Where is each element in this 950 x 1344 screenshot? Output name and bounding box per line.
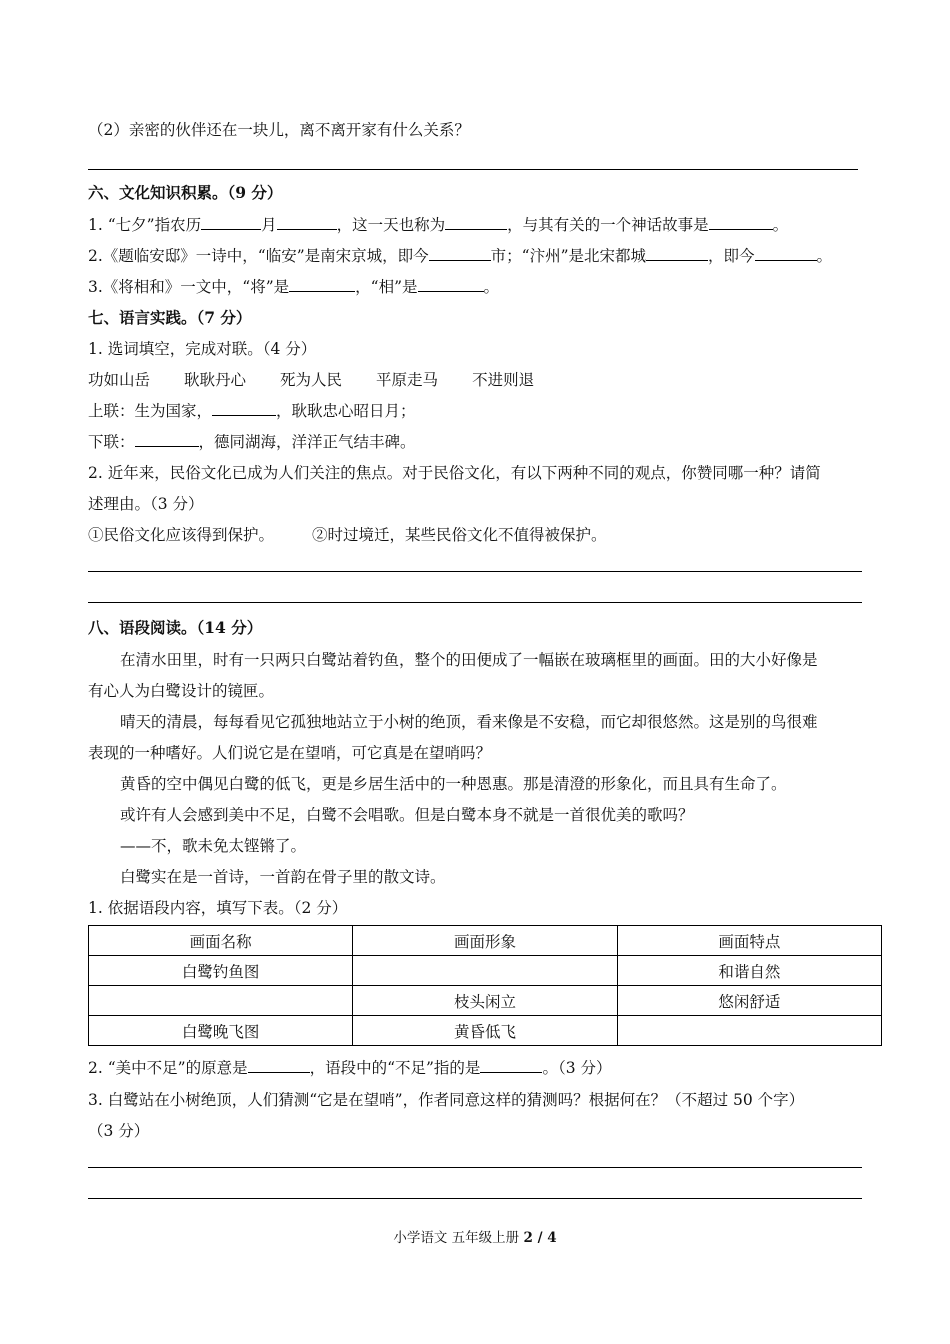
- table-cell-blank[interactable]: [89, 986, 353, 1016]
- table-row: [89, 956, 882, 986]
- footer-subject: 小学语文 五年级上册: [393, 1230, 520, 1246]
- blank[interactable]: [212, 401, 276, 416]
- s8-question-3-line2: （3 分）: [88, 1122, 150, 1140]
- blank[interactable]: [418, 277, 484, 292]
- passage-p4: 或许有人会感到美中不足，白鹭不会唱歌。但是白鹭本身不就是一首很优美的歌吗？: [120, 806, 694, 824]
- couplet-lower: 下联： ，德同湖海，洋洋正气结丰碑。: [88, 433, 416, 451]
- s7-question-2-line1: 2. 近年来，民俗文化已成为人们关注的焦点。对于民俗文化，有以下两种不同的观点，你赞同哪一种？请简: [88, 464, 821, 482]
- s7-question-2-line2: 述理由。（3 分）: [88, 495, 204, 513]
- blank[interactable]: [289, 277, 355, 292]
- table-cell: 枝头闲立: [353, 986, 617, 1016]
- passage-p5: ——不，歌未免太铿锵了。: [120, 837, 307, 855]
- table-row: [89, 986, 882, 1016]
- section-8-title: 八、语段阅读。（14 分）: [88, 618, 263, 637]
- table-cell: 悠闲舒适: [617, 986, 881, 1016]
- table-header: 画面形象: [353, 926, 617, 956]
- passage-p2-line1: 晴天的清晨，每每看见它孤独地站立于小树的绝顶，看来像是不安稳，而它却很悠然。这是别的鸟很难: [120, 713, 818, 731]
- passage-p2-line2: 表现的一种嗜好。人们说它是在望哨，可它真是在望哨吗？: [88, 744, 492, 762]
- table-header: 画面特点: [617, 926, 881, 956]
- answer-table: [88, 925, 882, 1046]
- viewpoint-2: ②时过境迁，某些民俗文化不值得被保护。: [312, 526, 607, 544]
- viewpoints: [88, 525, 607, 545]
- blank[interactable]: [201, 215, 261, 230]
- s6-question-1: 1. “七夕”指农历 月 ，这一天也称为 ，与其有关的一个神话故事是 。: [88, 216, 789, 234]
- blank[interactable]: [135, 432, 199, 447]
- table-header: 画面名称: [89, 926, 353, 956]
- passage-p6: 白鹭实在是一首诗，一首韵在骨子里的散文诗。: [120, 868, 446, 886]
- s8-question-2: 2. “美中不足”的原意是 ，语段中的“不足”指的是 。（3 分）: [88, 1059, 612, 1077]
- page-footer: [0, 1226, 950, 1246]
- answer-line[interactable]: [88, 1198, 862, 1199]
- passage-p3: 黄昏的空中偶见白鹭的低飞，更是乡居生活中的一种恩惠。那是清澄的形象化，而且具有生命了。: [120, 775, 787, 793]
- word-options: [88, 370, 568, 390]
- answer-line[interactable]: [88, 602, 862, 603]
- s6-question-3: 3.《将相和》一文中，“将”是 ，“相”是 。: [88, 278, 500, 296]
- table-cell: 黄昏低飞: [353, 1016, 617, 1046]
- section-7-title: 七、语言实践。（7 分）: [88, 308, 252, 327]
- s8-question-1: 1. 依据语段内容，填写下表。（2 分）: [88, 899, 348, 917]
- s8-question-3-line1: 3. 白鹭站在小树绝顶，人们猜测“它是在望哨”，作者同意这样的猜测吗？根据何在？（不超过 50 个字）: [88, 1091, 805, 1109]
- table-cell-blank[interactable]: [353, 956, 617, 986]
- blank[interactable]: [646, 246, 708, 261]
- blank[interactable]: [429, 246, 491, 261]
- table-cell-blank[interactable]: [617, 1016, 881, 1046]
- answer-line[interactable]: [88, 571, 862, 572]
- table-cell: 白鹭晚飞图: [89, 1016, 353, 1046]
- blank[interactable]: [248, 1058, 310, 1073]
- s7-question-1: 1. 选词填空，完成对联。（4 分）: [88, 340, 317, 358]
- option: 死为人民: [280, 371, 343, 389]
- option: 平原走马: [376, 371, 439, 389]
- passage-p1-line1: 在清水田里，时有一只两只白鹭站着钓鱼，整个的田便成了一幅嵌在玻璃框里的画面。田的大小好像是: [120, 651, 818, 669]
- q5-sub2: （2）亲密的伙伴还在一块儿，离不离开家有什么关系？: [88, 121, 470, 139]
- table-cell: 白鹭钓鱼图: [89, 956, 353, 986]
- passage-p1-line2: 有心人为白鹭设计的镜匣。: [88, 682, 275, 700]
- blank[interactable]: [445, 215, 507, 230]
- blank[interactable]: [480, 1058, 542, 1073]
- option: 不进则退: [472, 371, 535, 389]
- viewpoint-1: ①民俗文化应该得到保护。: [88, 526, 275, 544]
- section-6-title: 六、文化知识积累。（9 分）: [88, 183, 283, 202]
- blank[interactable]: [709, 215, 773, 230]
- couplet-upper: 上联：生为国家， ，耿耿忠心昭日月；: [88, 402, 416, 420]
- option: 耿耿丹心: [184, 371, 247, 389]
- table-cell: 和谐自然: [617, 956, 881, 986]
- answer-line[interactable]: [88, 169, 858, 170]
- s6-question-2: 2.《题临安邸》一诗中，“临安”是南宋京城，即今 市；“汴州”是北宋都城 ，即今 。: [88, 247, 833, 265]
- table-header-row: [89, 926, 882, 956]
- option: 功如山岳: [88, 371, 151, 389]
- answer-line[interactable]: [88, 1167, 862, 1168]
- blank[interactable]: [277, 215, 337, 230]
- table-row: [89, 1016, 882, 1046]
- blank[interactable]: [755, 246, 817, 261]
- page-number: 2 / 4: [523, 1230, 557, 1246]
